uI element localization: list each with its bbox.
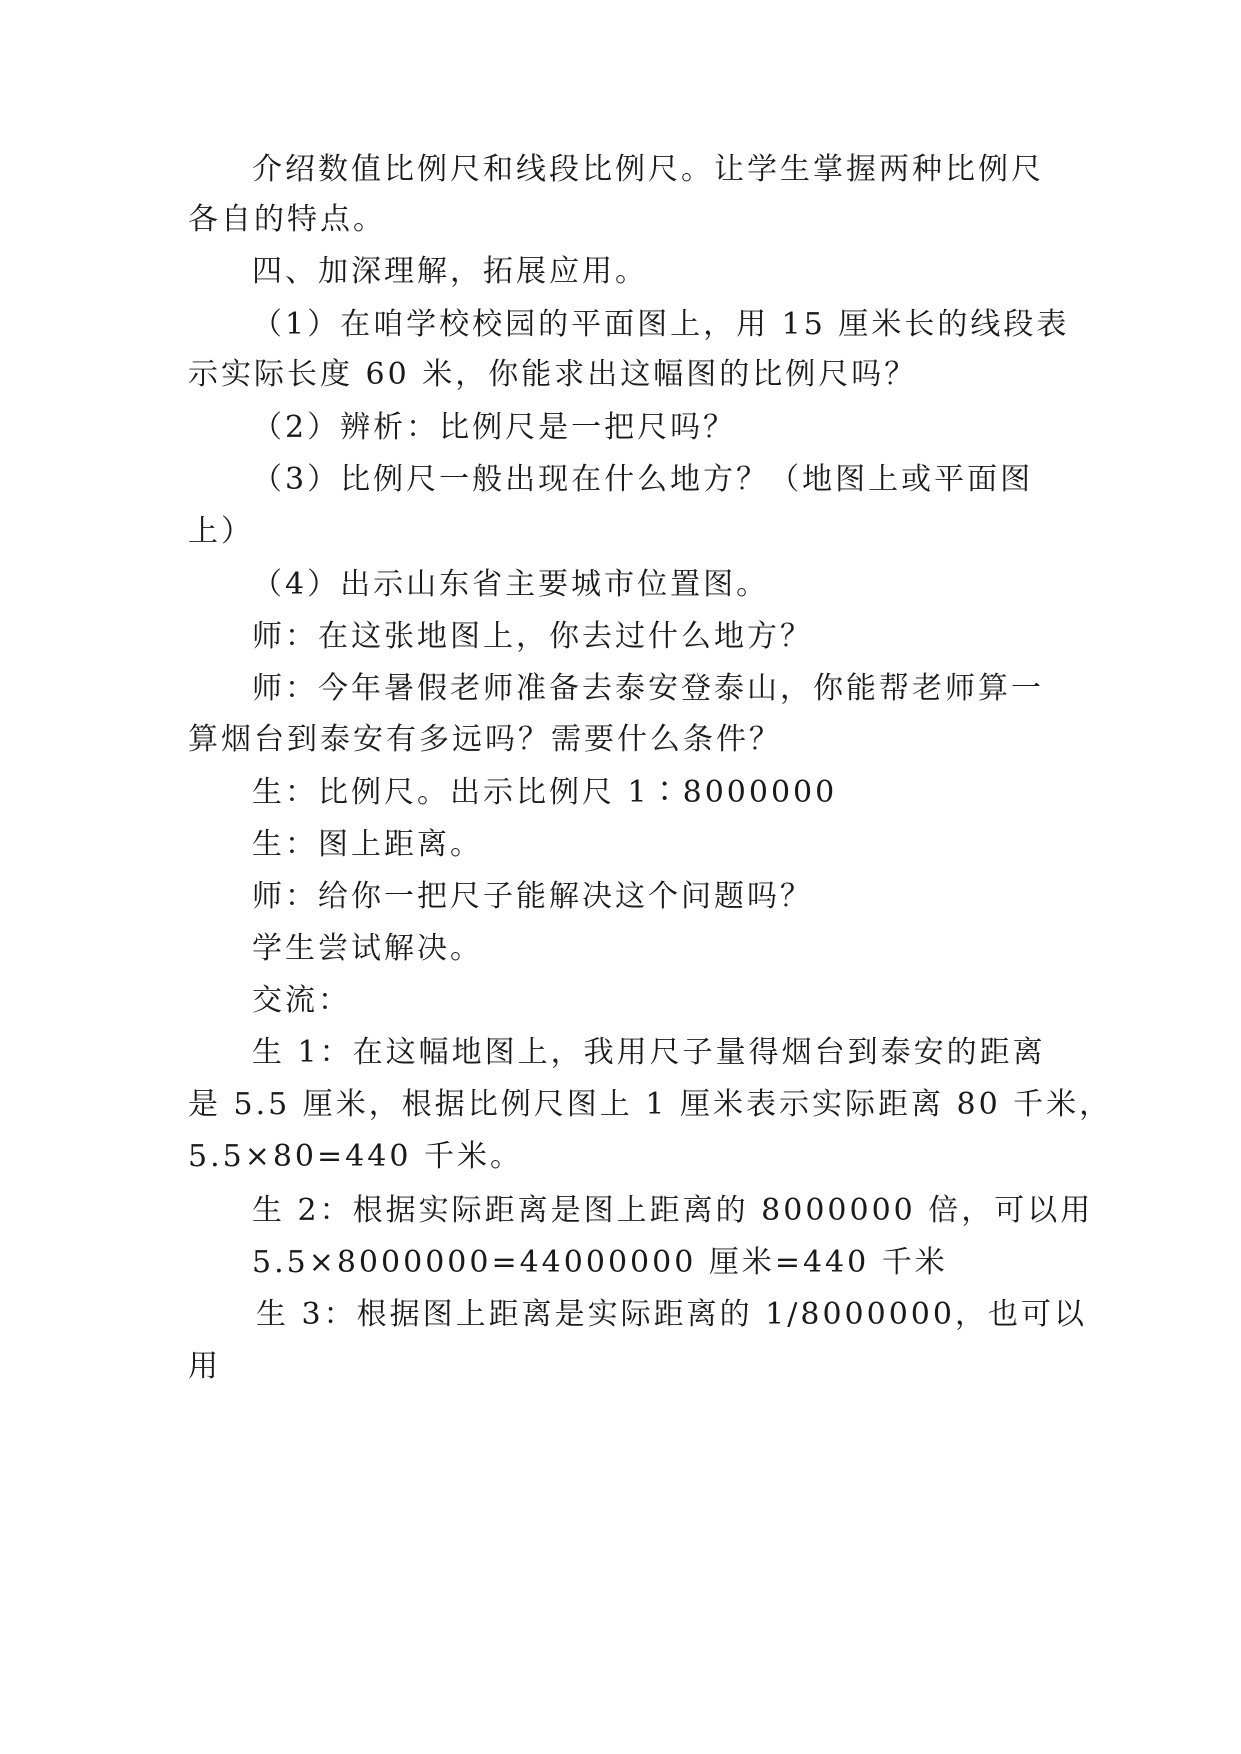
section-heading: 四、加深理解，拓展应用。 [252, 254, 648, 289]
paragraph-line: 交流： [252, 983, 351, 1018]
paragraph-line: 是 5.5 厘米，根据比例尺图上 1 厘米表示实际距离 80 千米， [188, 1087, 1113, 1122]
paragraph-line: 用 [188, 1349, 221, 1384]
paragraph-line: 生 1：在这幅地图上，我用尺子量得烟台到泰安的距离 [252, 1035, 1046, 1070]
paragraph-line: 师：今年暑假老师准备去泰安登泰山，你能帮老师算一 [252, 671, 1044, 706]
paragraph-line: （3）比例尺一般出现在什么地方？（地图上或平面图 [252, 462, 1034, 497]
paragraph-line: 生 2：根据实际距离是图上距离的 8000000 倍，可以用 [252, 1193, 1094, 1228]
paragraph-line: 师：给你一把尺子能解决这个问题吗？ [252, 879, 813, 914]
paragraph-line: 算烟台到泰安有多远吗？需要什么条件？ [188, 722, 782, 757]
paragraph-line: 5.5×80=440 千米。 [188, 1139, 523, 1174]
paragraph-line: 生：图上距离。 [252, 827, 483, 862]
paragraph-line: （1）在咱学校校园的平面图上，用 15 厘米长的线段表 [252, 307, 1070, 342]
paragraph-line: 生：比例尺。出示比例尺 1∶8000000 [252, 775, 838, 810]
paragraph-line: 介绍数值比例尺和线段比例尺。让学生掌握两种比例尺 [252, 152, 1044, 187]
paragraph-line: 5.5×8000000=44000000 厘米=440 千米 [252, 1245, 948, 1280]
paragraph-line: （4）出示山东省主要城市位置图。 [252, 567, 770, 602]
paragraph-line: 学生尝试解决。 [252, 931, 483, 966]
paragraph-line: 上） [188, 514, 254, 549]
paragraph-line: 生 3：根据图上距离是实际距离的 1/8000000，也可以 [256, 1297, 1087, 1332]
paragraph-line: （2）辨析：比例尺是一把尺吗？ [252, 410, 737, 445]
paragraph-line: 各自的特点。 [188, 202, 386, 237]
paragraph-line: 师：在这张地图上，你去过什么地方？ [252, 619, 813, 654]
paragraph-line: 示实际长度 60 米，你能求出这幅图的比例尺吗？ [188, 357, 918, 392]
